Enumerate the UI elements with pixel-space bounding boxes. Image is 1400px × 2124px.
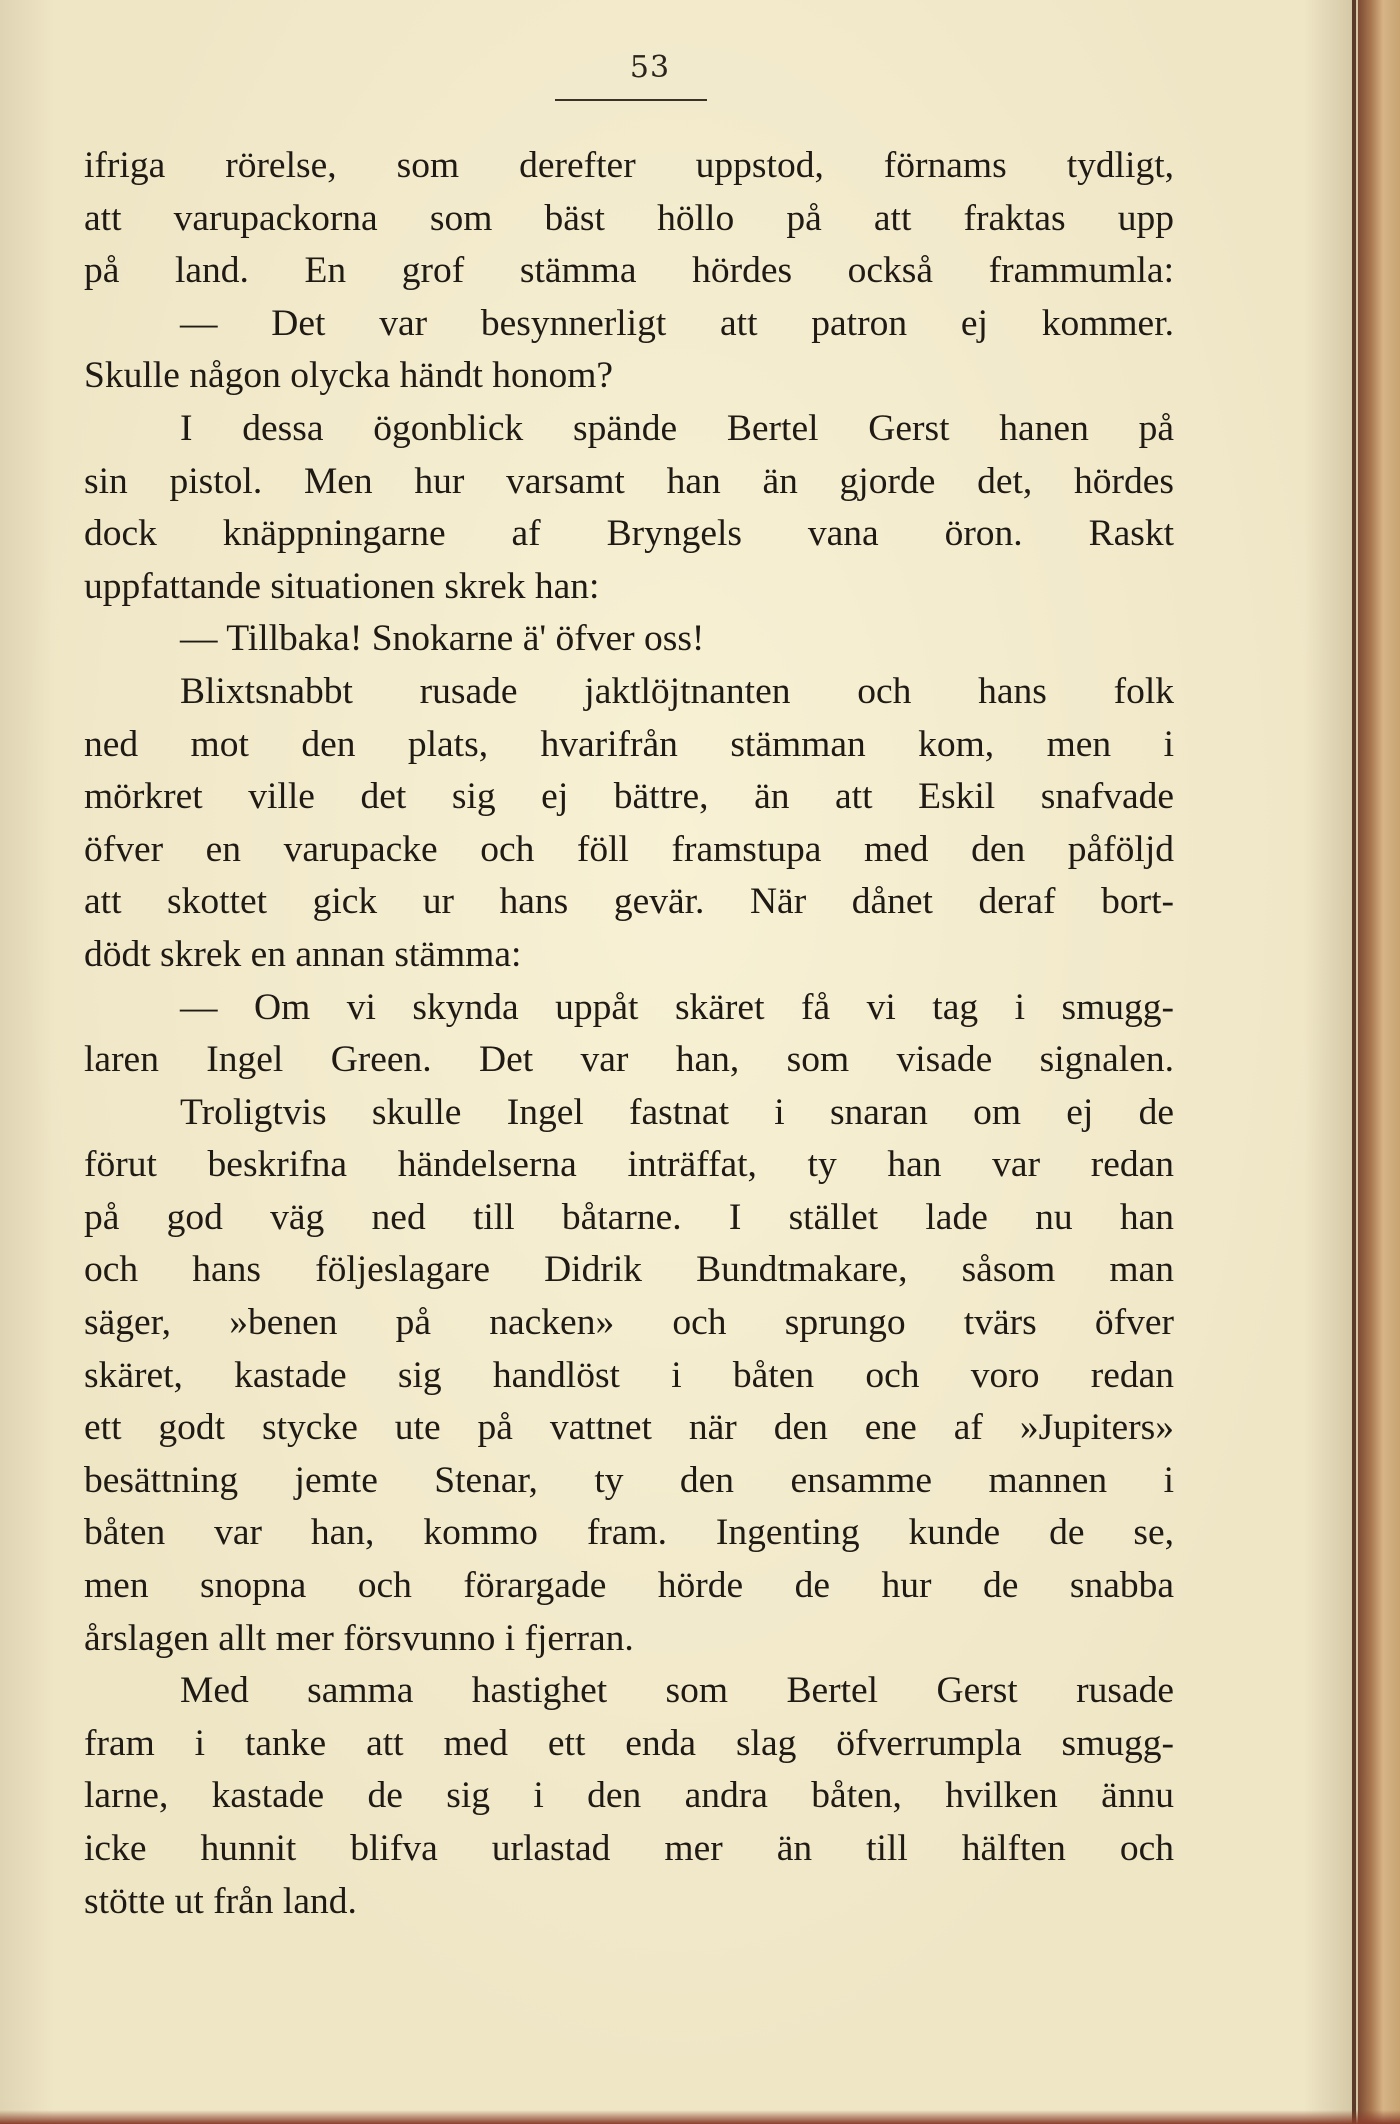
- text-line: att skottet gick ur hans gevär. När dånet deraf bort-: [84, 881, 1174, 923]
- text-line: skäret, kastade sig handlöst i båten och voro redan: [84, 1354, 1174, 1396]
- text-line: dock knäppningarne af Bryngels vana öron. Raskt: [84, 513, 1174, 555]
- text-line: ned mot den plats, hvarifrån stämman kom, men i: [84, 723, 1174, 765]
- text-line: Skulle någon olycka händt honom?: [84, 355, 614, 397]
- text-line: säger, »benen på nacken» och sprungo tvärs öfver: [84, 1302, 1174, 1344]
- text-line: att varupackorna som bäst höllo på att fraktas upp: [84, 197, 1174, 239]
- text-line: stötte ut från land.: [84, 1880, 357, 1922]
- text-line: sin pistol. Men hur varsamt han än gjorde det, hördes: [84, 460, 1174, 502]
- text-line: förut beskrifna händelserna inträffat, ty han var redan: [84, 1144, 1174, 1186]
- text-line: Troligtvis skulle Ingel fastnat i snaran om ej de: [180, 1091, 1174, 1133]
- text-line: besättning jemte Stenar, ty den ensamme mannen i: [84, 1459, 1174, 1501]
- page-number: 53: [629, 50, 671, 85]
- text-line: — Det var besynnerligt att patron ej kommer.: [180, 302, 1174, 344]
- text-line: Med samma hastighet som Bertel Gerst rusade: [180, 1670, 1174, 1712]
- text-line: ifriga rörelse, som derefter uppstod, förnams tydligt,: [84, 145, 1174, 186]
- book-edge: [1358, 0, 1400, 2124]
- text-line: icke hunnit blifva urlastad mer än till hälften och: [84, 1828, 1174, 1869]
- text-line: Blixtsnabbt rusade jaktlöjtnanten och hans folk: [180, 670, 1174, 712]
- text-line: fram i tanke att med ett enda slag öfverrumpla smugg-: [84, 1722, 1174, 1764]
- text-line: och hans följeslagare Didrik Bundtmakare, såsom man: [84, 1249, 1174, 1291]
- text-line: årslagen allt mer försvunno i fjerran.: [84, 1617, 634, 1659]
- text-line: båten var han, kommo fram. Ingenting kunde de se,: [84, 1512, 1174, 1554]
- text-line: ett godt stycke ute på vattnet när den ene af »Jupiters»: [84, 1407, 1174, 1449]
- text-line: I dessa ögonblick spände Bertel Gerst hanen på: [180, 407, 1174, 449]
- text-line: men snopna och förargade hörde de hur de snabba: [84, 1565, 1174, 1607]
- text-line: mörkret ville det sig ej bättre, än att Eskil snafvade: [84, 776, 1174, 818]
- text-line: öfver en varupacke och föll framstupa med den påföljd: [84, 828, 1174, 870]
- text-line: uppfattande situationen skrek han:: [84, 565, 600, 607]
- page-bottom-edge: [0, 2110, 1400, 2124]
- text-line: — Tillbaka! Snokarne ä' öfver oss!: [180, 618, 705, 660]
- text-line: laren Ingel Green. Det var han, som visade signalen.: [84, 1039, 1174, 1081]
- text-line: larne, kastade de sig i den andra båten, hvilken ännu: [84, 1775, 1174, 1817]
- text-line: på god väg ned till båtarne. I stället lade nu han: [84, 1196, 1174, 1238]
- page-number-rule: [555, 99, 707, 101]
- text-line: på land. En grof stämma hördes också frammumla:: [84, 250, 1174, 292]
- text-line: — Om vi skynda uppåt skäret få vi tag i smugg-: [180, 986, 1174, 1028]
- body-text: [84, 140, 1174, 1928]
- page-edge-line: [1352, 0, 1356, 2124]
- text-line: dödt skrek en annan stämma:: [84, 933, 522, 975]
